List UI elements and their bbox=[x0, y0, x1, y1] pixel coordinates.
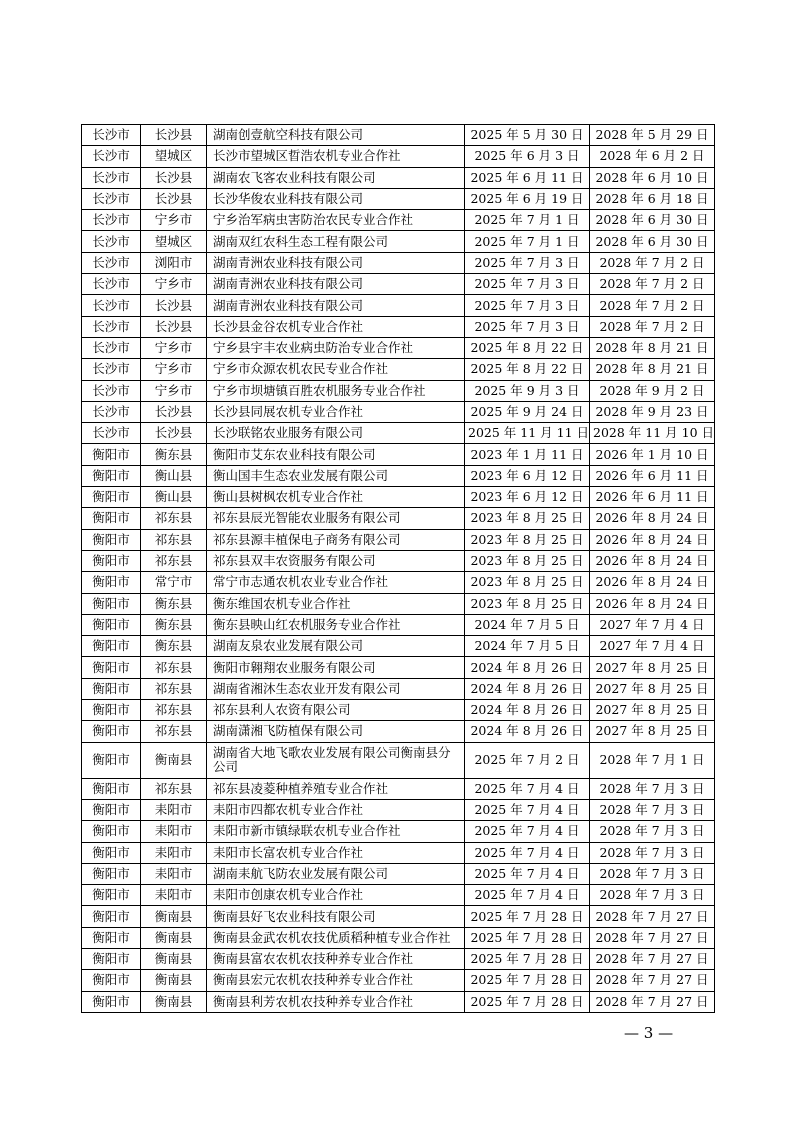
city-cell: 长沙市 bbox=[82, 188, 141, 209]
start-date-cell: 2025 年 7 月 4 日 bbox=[465, 799, 590, 820]
county-cell: 衡山县 bbox=[141, 465, 207, 486]
organization-name-cell: 祁东县辰光智能农业服务有限公司 bbox=[207, 508, 465, 529]
start-date-cell: 2025 年 6 月 19 日 bbox=[465, 188, 590, 209]
county-cell: 祁东县 bbox=[141, 529, 207, 550]
start-date-cell: 2024 年 7 月 5 日 bbox=[465, 614, 590, 635]
city-cell: 衡阳市 bbox=[82, 508, 141, 529]
table-row bbox=[82, 948, 715, 969]
city-cell: 衡阳市 bbox=[82, 487, 141, 508]
end-date-cell: 2026 年 6 月 11 日 bbox=[590, 465, 715, 486]
city-cell: 长沙市 bbox=[82, 146, 141, 167]
table-row bbox=[82, 742, 715, 778]
end-date-cell: 2028 年 7 月 1 日 bbox=[590, 742, 715, 778]
table-row bbox=[82, 593, 715, 614]
organization-name-cell: 湖南青洲农业科技有限公司 bbox=[207, 252, 465, 273]
end-date-cell: 2028 年 7 月 27 日 bbox=[590, 906, 715, 927]
table-row bbox=[82, 885, 715, 906]
end-date-cell: 2028 年 7 月 3 日 bbox=[590, 821, 715, 842]
city-cell: 衡阳市 bbox=[82, 991, 141, 1012]
end-date-cell: 2027 年 7 月 4 日 bbox=[590, 636, 715, 657]
end-date-cell: 2028 年 7 月 3 日 bbox=[590, 778, 715, 799]
city-cell: 衡阳市 bbox=[82, 444, 141, 465]
city-cell: 长沙市 bbox=[82, 359, 141, 380]
county-cell: 衡南县 bbox=[141, 927, 207, 948]
end-date-cell: 2028 年 5 月 29 日 bbox=[590, 125, 715, 146]
county-cell: 耒阳市 bbox=[141, 885, 207, 906]
county-cell: 衡山县 bbox=[141, 487, 207, 508]
start-date-cell: 2025 年 7 月 4 日 bbox=[465, 863, 590, 884]
city-cell: 长沙市 bbox=[82, 125, 141, 146]
city-cell: 衡阳市 bbox=[82, 572, 141, 593]
table-row bbox=[82, 529, 715, 550]
start-date-cell: 2025 年 7 月 1 日 bbox=[465, 231, 590, 252]
start-date-cell: 2025 年 7 月 3 日 bbox=[465, 252, 590, 273]
city-cell: 衡阳市 bbox=[82, 927, 141, 948]
county-cell: 耒阳市 bbox=[141, 863, 207, 884]
table-row bbox=[82, 295, 715, 316]
start-date-cell: 2024 年 8 月 26 日 bbox=[465, 678, 590, 699]
start-date-cell: 2025 年 7 月 3 日 bbox=[465, 316, 590, 337]
table-row bbox=[82, 423, 715, 444]
table-row bbox=[82, 721, 715, 742]
start-date-cell: 2025 年 7 月 28 日 bbox=[465, 927, 590, 948]
county-cell: 衡南县 bbox=[141, 991, 207, 1012]
start-date-cell: 2025 年 7 月 4 日 bbox=[465, 778, 590, 799]
organization-name-cell: 长沙华俊农业科技有限公司 bbox=[207, 188, 465, 209]
county-cell: 耒阳市 bbox=[141, 821, 207, 842]
county-cell: 衡南县 bbox=[141, 742, 207, 778]
end-date-cell: 2028 年 7 月 2 日 bbox=[590, 295, 715, 316]
organization-name-cell: 宁乡县宇丰农业病虫防治专业合作社 bbox=[207, 337, 465, 358]
organization-name-cell: 衡东县映山红农机服务专业合作社 bbox=[207, 614, 465, 635]
table-row bbox=[82, 657, 715, 678]
page-number: — 3 — bbox=[624, 1024, 674, 1042]
city-cell: 衡阳市 bbox=[82, 657, 141, 678]
organization-name-cell: 宁乡市坝塘镇百胜农机服务专业合作社 bbox=[207, 380, 465, 401]
table-row bbox=[82, 316, 715, 337]
start-date-cell: 2025 年 8 月 22 日 bbox=[465, 359, 590, 380]
start-date-cell: 2023 年 8 月 25 日 bbox=[465, 529, 590, 550]
organization-name-cell: 衡南县好飞农业科技有限公司 bbox=[207, 906, 465, 927]
city-cell: 长沙市 bbox=[82, 401, 141, 422]
end-date-cell: 2027 年 8 月 25 日 bbox=[590, 657, 715, 678]
county-cell: 祁东县 bbox=[141, 778, 207, 799]
start-date-cell: 2024 年 8 月 26 日 bbox=[465, 721, 590, 742]
table-row bbox=[82, 465, 715, 486]
start-date-cell: 2025 年 7 月 4 日 bbox=[465, 842, 590, 863]
start-date-cell: 2025 年 6 月 3 日 bbox=[465, 146, 590, 167]
table-row bbox=[82, 927, 715, 948]
table-row bbox=[82, 863, 715, 884]
organization-name-cell: 祁东县凌菱种植养殖专业合作社 bbox=[207, 778, 465, 799]
end-date-cell: 2026 年 8 月 24 日 bbox=[590, 508, 715, 529]
table-row bbox=[82, 146, 715, 167]
county-cell: 长沙县 bbox=[141, 423, 207, 444]
county-cell: 衡东县 bbox=[141, 593, 207, 614]
end-date-cell: 2026 年 8 月 24 日 bbox=[590, 550, 715, 571]
table-row bbox=[82, 401, 715, 422]
county-cell: 祁东县 bbox=[141, 508, 207, 529]
start-date-cell: 2025 年 11 月 11 日 bbox=[465, 423, 590, 444]
records-table bbox=[81, 124, 715, 1013]
organization-name-cell: 衡南县金武农机农技优质稻种植专业合作社 bbox=[207, 927, 465, 948]
table-row bbox=[82, 906, 715, 927]
county-cell: 祁东县 bbox=[141, 550, 207, 571]
table-row bbox=[82, 799, 715, 820]
city-cell: 衡阳市 bbox=[82, 948, 141, 969]
county-cell: 祁东县 bbox=[141, 700, 207, 721]
county-cell: 长沙县 bbox=[141, 401, 207, 422]
county-cell: 望城区 bbox=[141, 231, 207, 252]
start-date-cell: 2025 年 7 月 3 日 bbox=[465, 274, 590, 295]
organization-name-cell: 衡南县利芳农机农技种养专业合作社 bbox=[207, 991, 465, 1012]
table-row bbox=[82, 380, 715, 401]
organization-name-cell: 宁乡市众源农机农民专业合作社 bbox=[207, 359, 465, 380]
start-date-cell: 2025 年 8 月 22 日 bbox=[465, 337, 590, 358]
table-row bbox=[82, 274, 715, 295]
table-row bbox=[82, 167, 715, 188]
county-cell: 衡南县 bbox=[141, 906, 207, 927]
end-date-cell: 2028 年 6 月 30 日 bbox=[590, 231, 715, 252]
county-cell: 耒阳市 bbox=[141, 842, 207, 863]
city-cell: 衡阳市 bbox=[82, 863, 141, 884]
city-cell: 衡阳市 bbox=[82, 799, 141, 820]
end-date-cell: 2027 年 7 月 4 日 bbox=[590, 614, 715, 635]
organization-name-cell: 耒阳市四都农机专业合作社 bbox=[207, 799, 465, 820]
county-cell: 长沙县 bbox=[141, 188, 207, 209]
table-row bbox=[82, 252, 715, 273]
organization-name-cell: 衡阳市翱翔农业服务有限公司 bbox=[207, 657, 465, 678]
start-date-cell: 2023 年 1 月 11 日 bbox=[465, 444, 590, 465]
start-date-cell: 2023 年 6 月 12 日 bbox=[465, 465, 590, 486]
city-cell: 长沙市 bbox=[82, 423, 141, 444]
table-row bbox=[82, 188, 715, 209]
end-date-cell: 2028 年 7 月 27 日 bbox=[590, 970, 715, 991]
county-cell: 宁乡市 bbox=[141, 210, 207, 231]
organization-name-cell: 湖南友泉农业发展有限公司 bbox=[207, 636, 465, 657]
table-row bbox=[82, 842, 715, 863]
end-date-cell: 2028 年 9 月 2 日 bbox=[590, 380, 715, 401]
end-date-cell: 2028 年 7 月 27 日 bbox=[590, 991, 715, 1012]
table-row bbox=[82, 359, 715, 380]
table-row bbox=[82, 210, 715, 231]
organization-name-cell: 常宁市志通农机农业专业合作社 bbox=[207, 572, 465, 593]
table-row bbox=[82, 614, 715, 635]
end-date-cell: 2026 年 8 月 24 日 bbox=[590, 572, 715, 593]
organization-name-cell: 湖南耒航飞防农业发展有限公司 bbox=[207, 863, 465, 884]
city-cell: 衡阳市 bbox=[82, 970, 141, 991]
county-cell: 衡东县 bbox=[141, 636, 207, 657]
organization-name-cell: 湖南双红农科生态工程有限公司 bbox=[207, 231, 465, 252]
end-date-cell: 2028 年 6 月 30 日 bbox=[590, 210, 715, 231]
start-date-cell: 2025 年 9 月 24 日 bbox=[465, 401, 590, 422]
city-cell: 长沙市 bbox=[82, 380, 141, 401]
organization-name-cell: 祁东县利人农资有限公司 bbox=[207, 700, 465, 721]
city-cell: 长沙市 bbox=[82, 316, 141, 337]
end-date-cell: 2026 年 8 月 24 日 bbox=[590, 593, 715, 614]
table-row bbox=[82, 487, 715, 508]
organization-name-cell: 湖南省湘沐生态农业开发有限公司 bbox=[207, 678, 465, 699]
table-row bbox=[82, 636, 715, 657]
city-cell: 衡阳市 bbox=[82, 550, 141, 571]
city-cell: 衡阳市 bbox=[82, 614, 141, 635]
city-cell: 衡阳市 bbox=[82, 906, 141, 927]
organization-name-cell: 湖南青洲农业科技有限公司 bbox=[207, 295, 465, 316]
county-cell: 衡东县 bbox=[141, 444, 207, 465]
city-cell: 衡阳市 bbox=[82, 742, 141, 778]
table-row bbox=[82, 508, 715, 529]
organization-name-cell: 衡山县树枫农机专业合作社 bbox=[207, 487, 465, 508]
city-cell: 长沙市 bbox=[82, 337, 141, 358]
organization-name-cell: 长沙县金谷农机专业合作社 bbox=[207, 316, 465, 337]
end-date-cell: 2028 年 6 月 10 日 bbox=[590, 167, 715, 188]
organization-name-cell: 祁东县源丰植保电子商务有限公司 bbox=[207, 529, 465, 550]
start-date-cell: 2025 年 7 月 28 日 bbox=[465, 948, 590, 969]
end-date-cell: 2028 年 8 月 21 日 bbox=[590, 337, 715, 358]
city-cell: 衡阳市 bbox=[82, 465, 141, 486]
city-cell: 长沙市 bbox=[82, 252, 141, 273]
city-cell: 衡阳市 bbox=[82, 593, 141, 614]
city-cell: 衡阳市 bbox=[82, 842, 141, 863]
city-cell: 长沙市 bbox=[82, 274, 141, 295]
end-date-cell: 2028 年 6 月 2 日 bbox=[590, 146, 715, 167]
organization-name-cell: 湖南青洲农业科技有限公司 bbox=[207, 274, 465, 295]
end-date-cell: 2026 年 6 月 11 日 bbox=[590, 487, 715, 508]
start-date-cell: 2025 年 7 月 28 日 bbox=[465, 970, 590, 991]
start-date-cell: 2025 年 5 月 30 日 bbox=[465, 125, 590, 146]
city-cell: 衡阳市 bbox=[82, 529, 141, 550]
county-cell: 长沙县 bbox=[141, 125, 207, 146]
county-cell: 衡南县 bbox=[141, 948, 207, 969]
end-date-cell: 2028 年 7 月 3 日 bbox=[590, 799, 715, 820]
start-date-cell: 2025 年 7 月 28 日 bbox=[465, 991, 590, 1012]
end-date-cell: 2026 年 8 月 24 日 bbox=[590, 529, 715, 550]
table-row bbox=[82, 572, 715, 593]
county-cell: 长沙县 bbox=[141, 316, 207, 337]
end-date-cell: 2028 年 7 月 3 日 bbox=[590, 885, 715, 906]
organization-name-cell: 长沙联铭农业服务有限公司 bbox=[207, 423, 465, 444]
city-cell: 长沙市 bbox=[82, 295, 141, 316]
county-cell: 长沙县 bbox=[141, 167, 207, 188]
table-row bbox=[82, 125, 715, 146]
city-cell: 衡阳市 bbox=[82, 885, 141, 906]
city-cell: 长沙市 bbox=[82, 231, 141, 252]
start-date-cell: 2025 年 7 月 3 日 bbox=[465, 295, 590, 316]
end-date-cell: 2028 年 7 月 2 日 bbox=[590, 252, 715, 273]
city-cell: 长沙市 bbox=[82, 167, 141, 188]
organization-name-cell: 湖南潇湘飞防植保有限公司 bbox=[207, 721, 465, 742]
organization-name-cell: 宁乡治军病虫害防治农民专业合作社 bbox=[207, 210, 465, 231]
county-cell: 常宁市 bbox=[141, 572, 207, 593]
county-cell: 祁东县 bbox=[141, 678, 207, 699]
county-cell: 宁乡市 bbox=[141, 380, 207, 401]
end-date-cell: 2028 年 6 月 18 日 bbox=[590, 188, 715, 209]
county-cell: 长沙县 bbox=[141, 295, 207, 316]
start-date-cell: 2025 年 7 月 1 日 bbox=[465, 210, 590, 231]
end-date-cell: 2027 年 8 月 25 日 bbox=[590, 700, 715, 721]
organization-name-cell: 长沙市望城区晢浩农机专业合作社 bbox=[207, 146, 465, 167]
table-row bbox=[82, 231, 715, 252]
city-cell: 衡阳市 bbox=[82, 700, 141, 721]
county-cell: 浏阳市 bbox=[141, 252, 207, 273]
city-cell: 长沙市 bbox=[82, 210, 141, 231]
city-cell: 衡阳市 bbox=[82, 678, 141, 699]
end-date-cell: 2028 年 9 月 23 日 bbox=[590, 401, 715, 422]
end-date-cell: 2028 年 7 月 3 日 bbox=[590, 863, 715, 884]
organization-name-cell: 湖南省大地飞歌农业发展有限公司衡南县分公司 bbox=[207, 742, 465, 778]
county-cell: 衡南县 bbox=[141, 970, 207, 991]
start-date-cell: 2023 年 8 月 25 日 bbox=[465, 550, 590, 571]
table-row bbox=[82, 700, 715, 721]
table-row bbox=[82, 337, 715, 358]
end-date-cell: 2027 年 8 月 25 日 bbox=[590, 678, 715, 699]
start-date-cell: 2024 年 8 月 26 日 bbox=[465, 700, 590, 721]
records-table-body bbox=[82, 125, 715, 1013]
table-row bbox=[82, 550, 715, 571]
end-date-cell: 2028 年 11 月 10 日 bbox=[590, 423, 715, 444]
organization-name-cell: 衡东维国农机专业合作社 bbox=[207, 593, 465, 614]
start-date-cell: 2024 年 7 月 5 日 bbox=[465, 636, 590, 657]
end-date-cell: 2026 年 1 月 10 日 bbox=[590, 444, 715, 465]
end-date-cell: 2028 年 7 月 27 日 bbox=[590, 948, 715, 969]
start-date-cell: 2025 年 6 月 11 日 bbox=[465, 167, 590, 188]
table-row bbox=[82, 991, 715, 1012]
county-cell: 耒阳市 bbox=[141, 799, 207, 820]
start-date-cell: 2023 年 8 月 25 日 bbox=[465, 572, 590, 593]
city-cell: 衡阳市 bbox=[82, 636, 141, 657]
table-row bbox=[82, 821, 715, 842]
start-date-cell: 2025 年 7 月 2 日 bbox=[465, 742, 590, 778]
start-date-cell: 2025 年 7 月 28 日 bbox=[465, 906, 590, 927]
organization-name-cell: 耒阳市创康农机专业合作社 bbox=[207, 885, 465, 906]
start-date-cell: 2025 年 7 月 4 日 bbox=[465, 885, 590, 906]
county-cell: 祁东县 bbox=[141, 721, 207, 742]
county-cell: 宁乡市 bbox=[141, 359, 207, 380]
organization-name-cell: 湖南农飞客农业科技有限公司 bbox=[207, 167, 465, 188]
organization-name-cell: 耒阳市长富农机专业合作社 bbox=[207, 842, 465, 863]
end-date-cell: 2028 年 7 月 27 日 bbox=[590, 927, 715, 948]
organization-name-cell: 衡山国丰生态农业发展有限公司 bbox=[207, 465, 465, 486]
table-row bbox=[82, 778, 715, 799]
city-cell: 衡阳市 bbox=[82, 821, 141, 842]
end-date-cell: 2028 年 8 月 21 日 bbox=[590, 359, 715, 380]
start-date-cell: 2023 年 6 月 12 日 bbox=[465, 487, 590, 508]
city-cell: 衡阳市 bbox=[82, 721, 141, 742]
county-cell: 宁乡市 bbox=[141, 274, 207, 295]
table-row bbox=[82, 970, 715, 991]
start-date-cell: 2023 年 8 月 25 日 bbox=[465, 508, 590, 529]
organization-name-cell: 衡南县富农农机农技种养专业合作社 bbox=[207, 948, 465, 969]
organization-name-cell: 湖南创壹航空科技有限公司 bbox=[207, 125, 465, 146]
end-date-cell: 2028 年 7 月 2 日 bbox=[590, 316, 715, 337]
organization-name-cell: 长沙县同展农机专业合作社 bbox=[207, 401, 465, 422]
organization-name-cell: 衡南县宏元农机农技种养专业合作社 bbox=[207, 970, 465, 991]
city-cell: 衡阳市 bbox=[82, 778, 141, 799]
start-date-cell: 2024 年 8 月 26 日 bbox=[465, 657, 590, 678]
county-cell: 祁东县 bbox=[141, 657, 207, 678]
end-date-cell: 2027 年 8 月 25 日 bbox=[590, 721, 715, 742]
start-date-cell: 2023 年 8 月 25 日 bbox=[465, 593, 590, 614]
organization-name-cell: 祁东县双丰农资服务有限公司 bbox=[207, 550, 465, 571]
county-cell: 衡东县 bbox=[141, 614, 207, 635]
county-cell: 宁乡市 bbox=[141, 337, 207, 358]
start-date-cell: 2025 年 7 月 4 日 bbox=[465, 821, 590, 842]
organization-name-cell: 衡阳市艾东农业科技有限公司 bbox=[207, 444, 465, 465]
county-cell: 望城区 bbox=[141, 146, 207, 167]
table-row bbox=[82, 444, 715, 465]
end-date-cell: 2028 年 7 月 3 日 bbox=[590, 842, 715, 863]
end-date-cell: 2028 年 7 月 2 日 bbox=[590, 274, 715, 295]
start-date-cell: 2025 年 9 月 3 日 bbox=[465, 380, 590, 401]
organization-name-cell: 耒阳市新市镇绿联农机专业合作社 bbox=[207, 821, 465, 842]
table-row bbox=[82, 678, 715, 699]
